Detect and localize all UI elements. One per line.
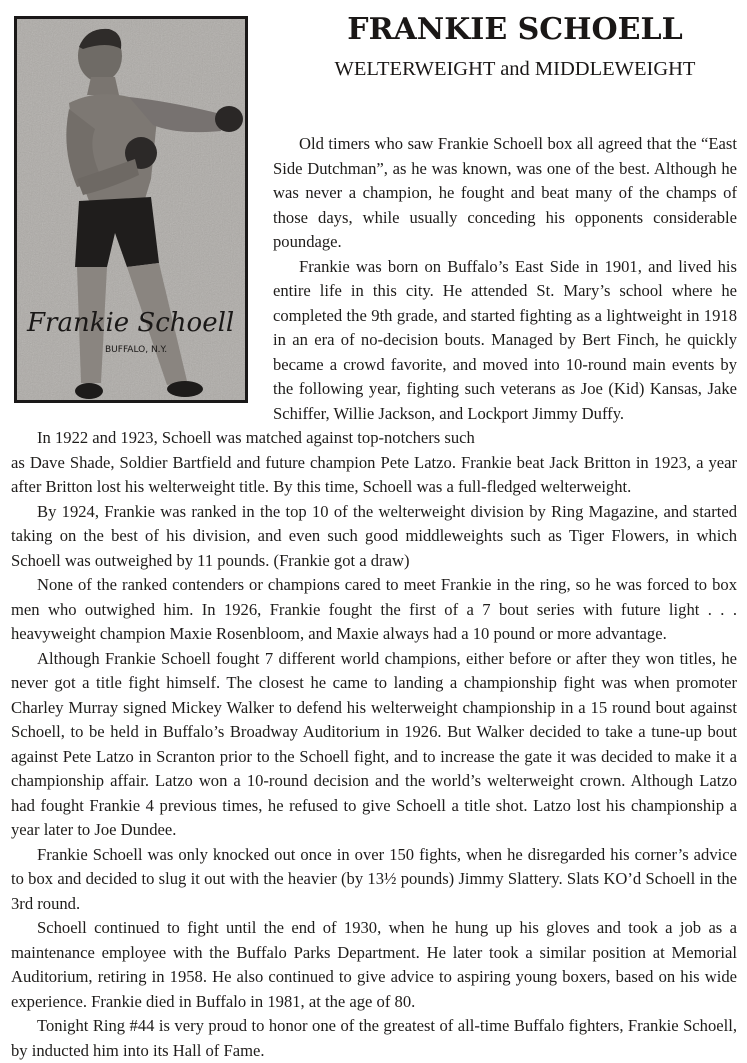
article-paragraph: Old timers who saw Frankie Schoell box all agreed that the “East Side Dutchman”, as he was known, was one of the best. Although he was never a champion, he fought and beat many of the champs of those days, while usually conceding his opponents considerable poundage. bbox=[273, 134, 737, 251]
page-title: FRANKIE SCHOELL bbox=[347, 12, 683, 47]
article-paragraph: In 1922 and 1923, Schoell was matched against top-notchers such bbox=[37, 428, 475, 447]
article-paragraph: By 1924, Frankie was ranked in the top 10 of the welterweight division by Ring Magazine, and started taking on the best of his division, and even such good middleweights such as Tiger Flowers, in which Schoell was outweighed by 11 pounds. (Frankie got a draw) bbox=[11, 501, 737, 570]
article-paragraph: Frankie Schoell was only knocked out once in over 150 fights, when he disregarded his corner’s advice to box and decided to slug it out with the heavier (by 13½ pounds) Jimmy Slattery. Slats KO’d Schoell in the 3rd round. bbox=[11, 844, 737, 913]
page-subtitle: WELTERWEIGHT and MIDDLEWEIGHT bbox=[334, 58, 696, 80]
photo-signature: Frankie Schoell bbox=[27, 308, 235, 338]
article-paragraph: as Dave Shade, Soldier Bartfield and future champion Pete Latzo. Frankie beat Jack Britton in 1923, a year after Britton lost his welterweight title. By this time, Schoell was a full-fledged welterweight. bbox=[11, 452, 737, 496]
article-paragraph: Frankie was born on Buffalo’s East Side in 1901, and lived his entire life in this city. He attended St. Mary’s school where he completed the 9th grade, and started fighting as a lightweight in 1918 in an era of no-decision bouts. Managed by Bert Finch, he quickly became a crowd favorite, and moved into 10-round main events by the following year, fighting such veterans as Joe (Kid) Kansas, Jake Schiffer, Willie Jackson, and Lockport Jimmy Duffy. bbox=[273, 256, 737, 423]
photo-wrap-spacer bbox=[11, 0, 273, 402]
article-paragraph: Although Frankie Schoell fought 7 different world champions, either before or after they won titles, he never got a title fight himself. The closest he came to landing a championship fight was when promoter Charley Murray signed Mickey Walker to defend his welterweight championship in a 15 round bout against Schoell, to be held in Buffalo’s Broadway Auditorium in 1926. But Walker decided to take a tune-up bout against Pete Latzo in Scranton prior to the Schoell fight, and to increase the gate it was decided to make it a championship affair. Latzo won a 10-round decision and the world’s welterweight crown. Although Latzo had fought Frankie 4 previous times, he refused to give Schoell a title shot. Latzo lost his championship a year later to Joe Dundee. bbox=[11, 648, 737, 839]
article-paragraph: None of the ranked contenders or champions cared to meet Frankie in the ring, so he was forced to box men who outwighed him. In 1926, Frankie fought the first of a 7 bout series with future light . . . heavyweight champion Maxie Rosenbloom, and Maxie always had a 10 pound or more advantage. bbox=[11, 575, 737, 643]
article-paragraph: Tonight Ring #44 is very proud to honor one of the greatest of all-time Buffalo fighters, Frankie Schoell, by inducted him into its Hall of Fame. bbox=[11, 1016, 737, 1060]
photo-caption: BUFFALO, N.Y. bbox=[105, 345, 168, 355]
article-paragraph: Schoell continued to fight until the end of 1930, when he hung up his gloves and took a job as a maintenance employee with the Buffalo Parks Department. He later took a similar position at Memorial Auditorium, retiring in 1958. He also continued to give advice to aspiring young boxers, based on his wide experience. Frankie died in Buffalo in 1981, at the age of 80. bbox=[11, 918, 737, 1011]
